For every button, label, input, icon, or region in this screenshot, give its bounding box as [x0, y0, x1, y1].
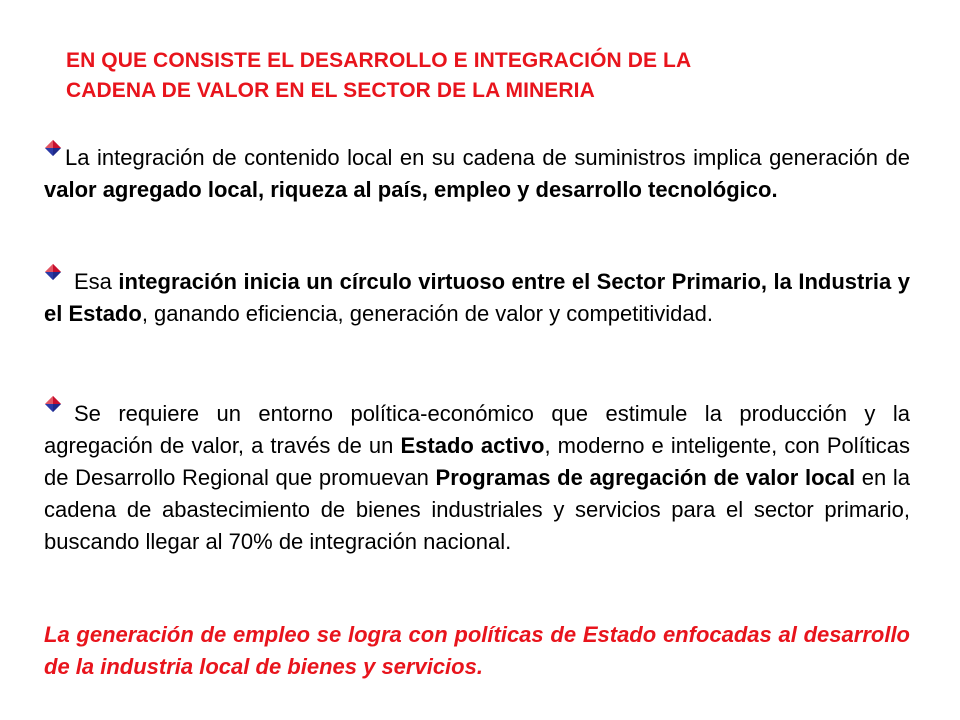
paragraph-integration: [44, 142, 910, 206]
paragraph-policy-environment: [44, 398, 910, 558]
slide-title-line-2: CADENA DE VALOR EN EL SECTOR DE LA MINERIA: [66, 79, 595, 102]
paragraph-3-bold-2: Programas de agregación de valor local: [435, 465, 856, 490]
paragraph-3-text-1: Se requiere un entorno política-económico que estimule la producción y la agregación de valor, a través de un: [44, 401, 910, 458]
paragraph-3-text-3: en la cadena de abastecimiento de bienes industriales y servicios para el sector primario, buscando llegar al 70% de integración nacional.: [44, 465, 910, 554]
paragraph-2-text-2: , ganando eficiencia, generación de valor y competitividad.: [141, 301, 713, 326]
slide-title-line-1: EN QUE CONSISTE EL DESARROLLO E INTEGRACIÓN DE LA: [66, 49, 692, 72]
paragraph-2-text-1: Esa: [74, 269, 119, 294]
conclusion-statement: La generación de empleo se logra con políticas de Estado enfocadas al desarrollo de la industria local de bienes y servicios.: [44, 622, 910, 679]
paragraph-virtuous-circle: [44, 266, 910, 330]
paragraph-1-text-1: La integración de contenido local en su cadena de suministros implica generación de: [65, 145, 910, 170]
paragraph-2-bold-1: integración inicia un círculo virtuoso entre el Sector Primario, la Industria y el Estado: [44, 269, 910, 326]
diamond-bullet-icon: [44, 395, 62, 413]
paragraph-1-bold-1: valor agregado local, riqueza al país, empleo y desarrollo tecnológico.: [44, 177, 778, 202]
paragraph-3-bold-1: Estado activo: [400, 433, 545, 458]
paragraph-3-text-2: , moderno e inteligente, con Políticas de Desarrollo Regional que promuevan: [44, 433, 910, 490]
diamond-bullet-icon: [44, 263, 62, 281]
slide-title: [66, 46, 906, 106]
diamond-bullet-icon: [44, 139, 62, 157]
